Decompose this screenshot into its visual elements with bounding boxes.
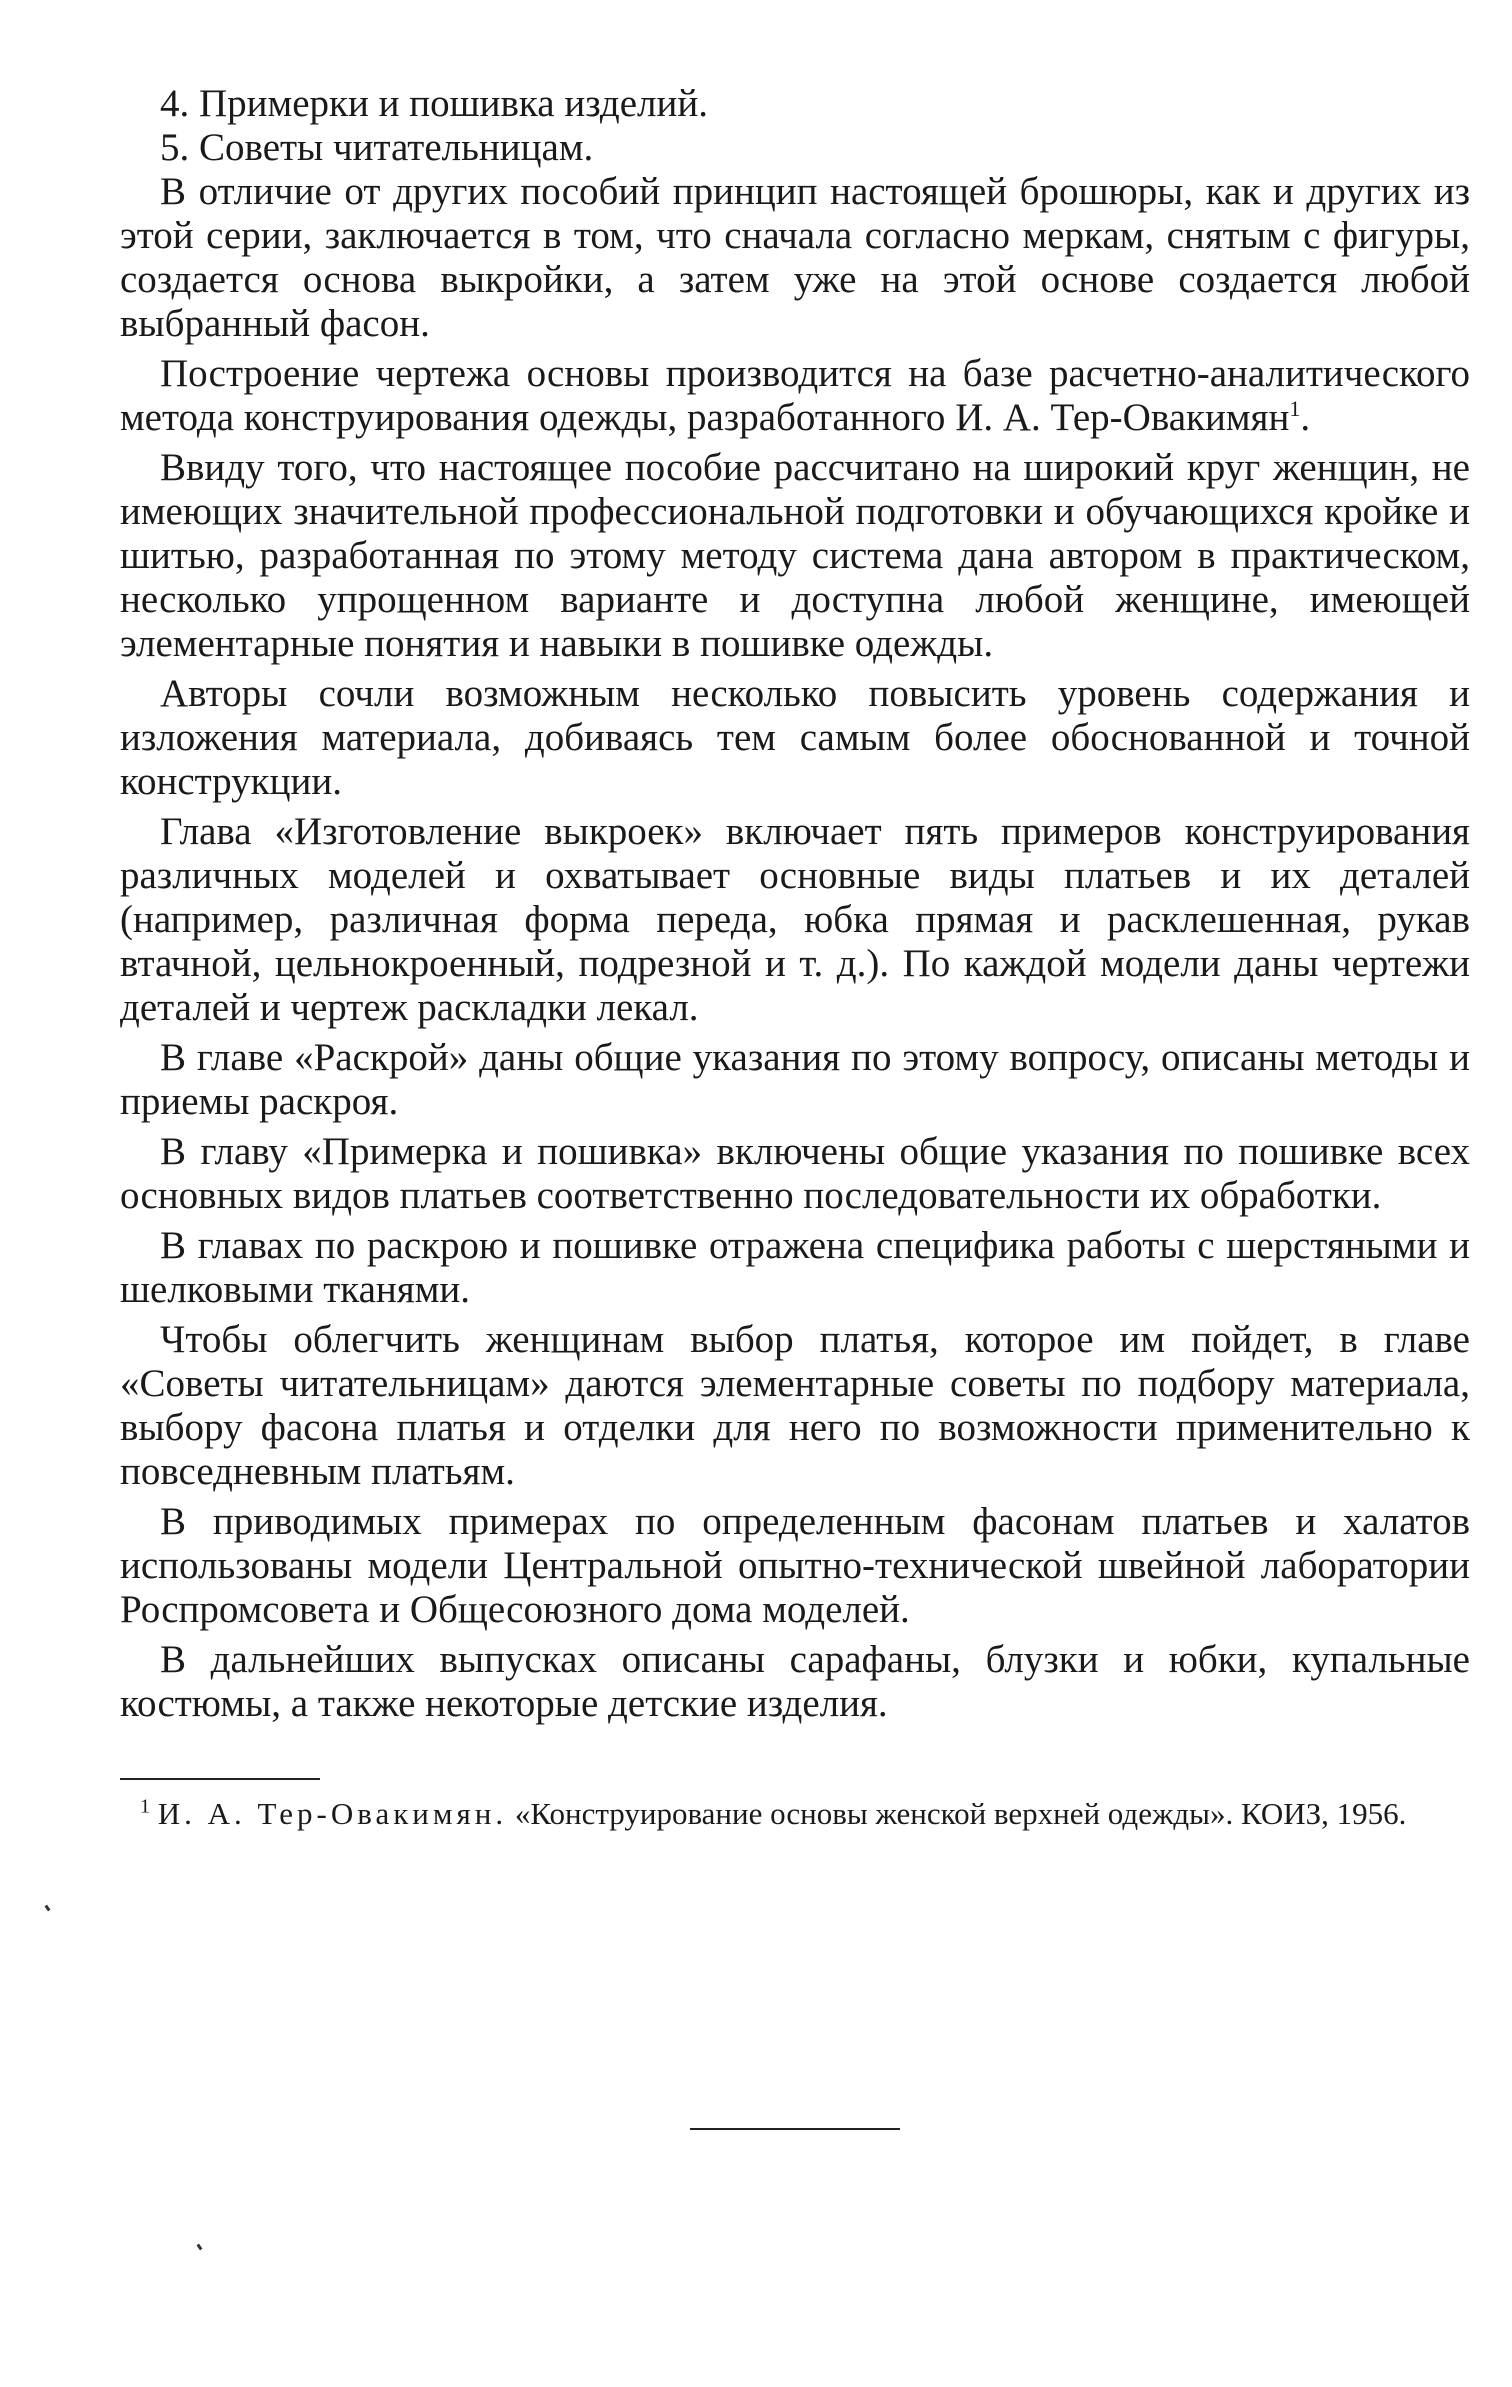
paragraph-text: Построение чертежа основы производится на базе расчетно-аналитического метода конструирования одежды, разработанного — [120, 352, 1470, 439]
paragraph: Авторы сочли возможным несколько повысить уровень содержания и изложения материала, добиваясь тем самым более обоснованной и точной конструкции. — [120, 672, 1470, 803]
list-item: 4. Примерки и пошивка изделий. — [160, 82, 708, 125]
footnote-text: «Конструирование основы женской верхней одежды». КОИЗ, 1956. — [514, 1796, 1407, 1831]
author-name: И. А. Тер-Овакимян — [955, 396, 1290, 439]
scan-speck — [45, 1905, 51, 1912]
paragraph: В главе «Раскрой» даны общие указания по этому вопросу, описаны методы и приемы раскроя. — [120, 1036, 1470, 1123]
paragraph: В отличие от других пособий принцип настоящей брошюры, как и других из этой серии, заключается в том, что сначала согласно меркам, снятым с фигуры, создается основа выкройки, а затем уже на этой основе создается любой выбранный фасон. — [120, 170, 1470, 345]
footnote-divider — [120, 1778, 320, 1780]
footnote-mark: 1 — [140, 1795, 150, 1818]
footnote-reference[interactable]: 1 — [1289, 396, 1301, 421]
paragraph: В главах по раскрою и пошивке отражена специфика работы с шерстяными и шелковыми тканями. — [120, 1224, 1470, 1311]
paragraph: В дальнейших выпусках описаны сарафаны, блузки и юбки, купальные костюмы, а также некоторые детские изделия. — [120, 1638, 1470, 1725]
paragraph: В главу «Примерка и пошивка» включены общие указания по пошивке всех основных видов платьев соответственно последовательности их обработки. — [120, 1130, 1470, 1217]
scan-speck — [197, 2244, 203, 2251]
paragraph — [120, 352, 1470, 440]
paragraph: В приводимых примерах по определенным фасонам платьев и халатов использованы модели Центральной опытно-технической швейной лаборатории Роспромсовета и Общесоюзного дома моделей. — [120, 1500, 1470, 1631]
end-divider — [690, 2128, 900, 2130]
footnote-author: И. А. Тер-Овакимян. — [157, 1796, 508, 1831]
document-page — [120, 82, 1470, 1865]
footnote — [120, 1794, 1470, 1834]
sentence-end: . — [1300, 396, 1311, 439]
paragraph: Чтобы облегчить женщинам выбор платья, которое им пойдет, в главе «Советы читательницам» даются элементарные советы по подбору материала, выбору фасона платья и отделки для него по возможности применительно к повседневным платьям. — [120, 1318, 1470, 1493]
paragraph: Ввиду того, что настоящее пособие рассчитано на широкий круг женщин, не имеющих значительной профессиональной подготовки и обучающихся кройке и шитью, разработанная по этому методу система дана автором в практическом, несколько упрощенном варианте и доступна любой женщине, имеющей элементарные понятия и навыки в пошивке одежды. — [120, 446, 1470, 665]
paragraph: Глава «Изготовление выкроек» включает пять примеров конструирования различных моделей и охватывает основные виды платьев и их деталей (например, различная форма переда, юбка прямая и расклешенная, рукав втачной, цельнокроенный, подрезной и т. д.). По каждой модели даны чертежи деталей и чертеж раскладки лекал. — [120, 810, 1470, 1029]
list-item: 5. Советы читательницам. — [160, 126, 594, 169]
